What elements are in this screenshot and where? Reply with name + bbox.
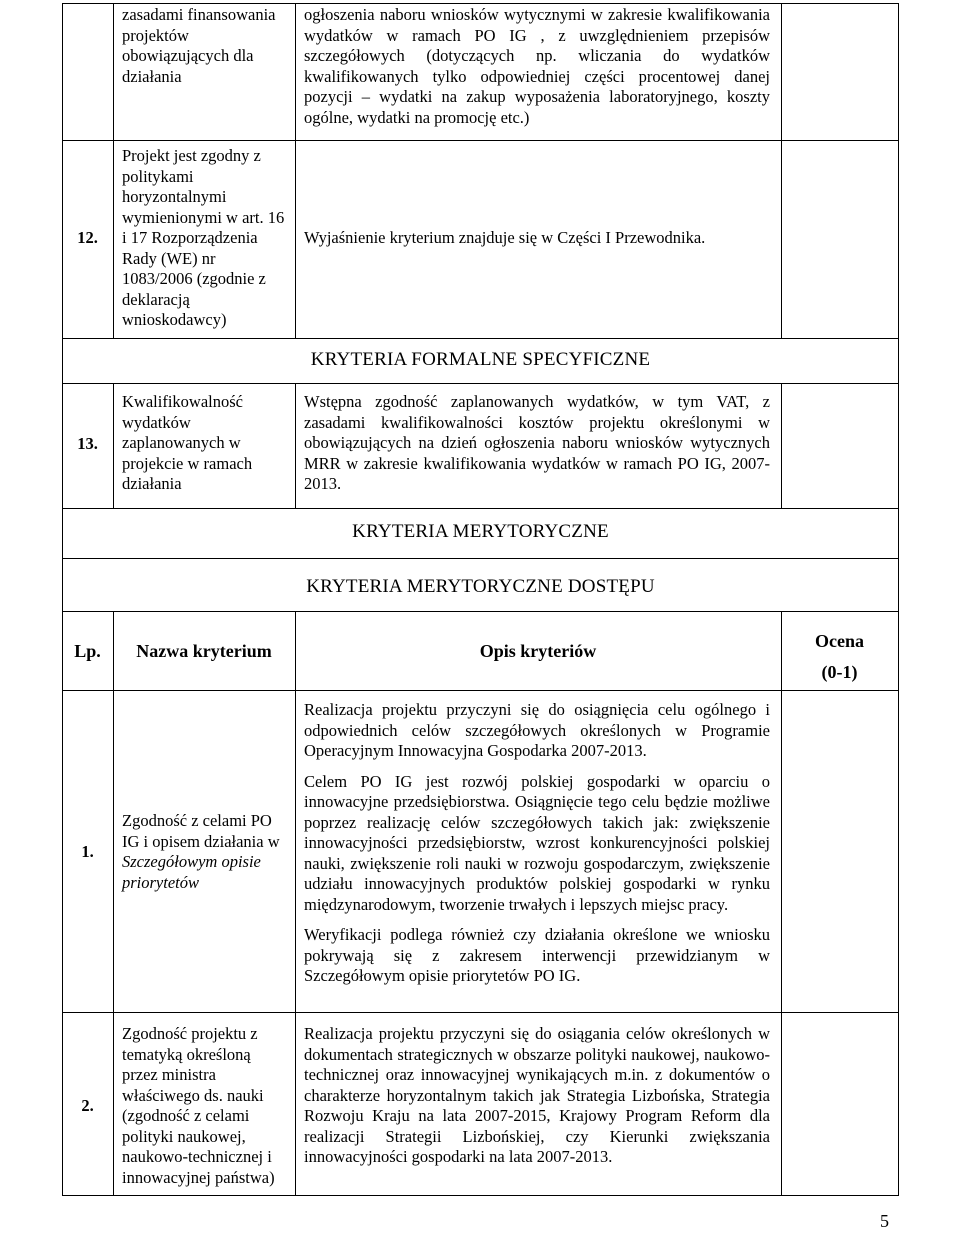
rule-r13-col1 [113,383,114,508]
rule-row12-bottom [62,338,899,339]
header-score [781,626,898,688]
row-12-criterion-name: Projekt jest zgodny z politykami horyzontalnymi wymienionymi w art. 16 i 17 Rozporządzenia Rady (WE) nr 1083/2006 (zgodnie z deklaracją wnioskodawcy) [122,146,285,329]
merit-row-1-criterion-name [122,811,287,893]
rule-row13-bottom [62,508,899,509]
rule-header-bottom [62,690,899,691]
page-number: 5 [880,1211,889,1231]
rule-merit-bottom [62,558,899,559]
row-13-criterion-description: Wstępna zgodność zaplanowanych wydatków, w tym VAT, z zasadami kwalifikowalności kosztów projektu określonymi w obowiązujących na dzień ogłoszenia naboru wniosków wytycznych MRR w zakresie kwalifikowania wydatków w ramach PO IG, 2007-2013. [304,392,770,493]
merit-row-2-criterion-name: Zgodność projektu z tematyką określoną przez ministra właściwego ds. nauki (zgodność z celami polityki naukowej, naukowo-technicznej i innowacyjnej państwa) [122,1024,275,1187]
prev-criterion-description: ogłoszenia naboru wniosków wytycznymi w zakresie kwalifikowania wydatków w ramach PO IG , z uwzględnieniem przepisów szczegółowych (dotyczących np. wliczania do wydatków kwalifikowanych tylko odpowiedniej części procentowej danej pozycji – wydatki na zakup wyposażenia laboratoryjnego, koszty ogólne, wydatki na promocję etc.) [304,5,770,127]
rule-left [62,3,63,1195]
merit-row-1-criterion-description [304,700,770,997]
rule-upper-col3 [781,3,782,338]
rule-upper-col2 [295,3,296,338]
rule-lower-col1 [113,611,114,1195]
rule-lower-col2 [295,611,296,1195]
merit-row-1-number: 1. [81,842,94,861]
row-13-number: 13. [77,434,98,453]
rule-r13-col2 [295,383,296,508]
rule-row12-top [62,140,899,141]
header-criterion-name: Nazwa kryterium [136,641,272,661]
rule-formal-bottom [62,383,899,384]
rule-top [62,3,899,4]
header-score-label: Ocena [815,631,864,651]
row-12-criterion-description: Wyjaśnienie kryterium znajduje się w Części I Przewodnika. [304,228,706,247]
prev-criterion-name: zasadami finansowania projektów obowiązujących dla działania [122,5,276,86]
header-criterion-description: Opis kryteriów [479,641,597,661]
rule-merit-access-bottom [62,611,899,612]
row-13-criterion-name: Kwalifikowalność wydatków zaplanowanych w projekcie w ramach działania [122,392,253,493]
merit-row-1-paragraph-1: Realizacja projektu przyczyni się do osiągnięcia celu ogólnego i odpowiednich celów szczegółowych określonych w Programie Operacyjnym Innowacyjna Gospodarka 2007-2013. [304,700,770,760]
merit-row-1-name-italic: Szczegółowym opisie priorytetów [122,852,261,892]
rule-lower-col3 [781,611,782,1195]
rule-m1-bottom [62,1012,899,1013]
header-lp: Lp. [74,641,101,661]
rule-upper-col1 [113,3,114,338]
merit-row-1-name-plain: Zgodność z celami PO IG i opisem działania w [122,811,280,851]
merit-row-2-criterion-description: Realizacja projektu przyczyni się do osiągania celów określonych w dokumentach strategicznych w obszarze polityki naukowej, naukowo-technicznej oraz innowacyjnej wynikających m.in. z dokumentów o charakterze horyzontalnym takich jak Strategia Lizbońska, Strategia Rozwoju Kraju na lata 2007-2015, Krajowy Program Reform dla realizacji Strategii Lizbońskiej, czy Kierunki zwiększania innowacyjności gospodarki na lata 2007-2013. [304,1024,770,1166]
section-merit-title: KRYTERIA MERYTORYCZNE [352,521,609,542]
section-merit-access-title: KRYTERIA MERYTORYCZNE DOSTĘPU [306,576,655,597]
rule-r13-col3 [781,383,782,508]
rule-bottom [62,1195,899,1196]
section-formal-specific-title: KRYTERIA FORMALNE SPECYFICZNE [310,349,651,370]
rule-right [898,3,899,1195]
merit-row-1-paragraph-2: Celem PO IG jest rozwój polskiej gospodarki w oparciu o innowacyjne przedsiębiorstwa. Osiągnięcie tego celu będzie możliwe poprzez realizację celów szczegółowych takich jak: zwiększenie innowacyjności przedsiębiorstw, wzrost konkurencyjności polskiej nauki, zwiększenie roli nauki w rozwoju gospodarczym, zwiększenie udziału innowacyjnych produktów polskiej gospodarki w rynku międzynarodowym, tworzenie trwałych i lepszych miejsc pracy. [304,771,770,914]
header-score-range: (0-1) [821,662,858,682]
merit-row-1-paragraph-3: Weryfikacji podlega również czy działania określone we wniosku pokrywają się z zakresem interwencji przewidzianym w Szczegółowym opisie priorytetów PO IG. [304,925,770,985]
merit-row-2-number: 2. [81,1096,94,1115]
row-12-number: 12. [77,228,98,247]
